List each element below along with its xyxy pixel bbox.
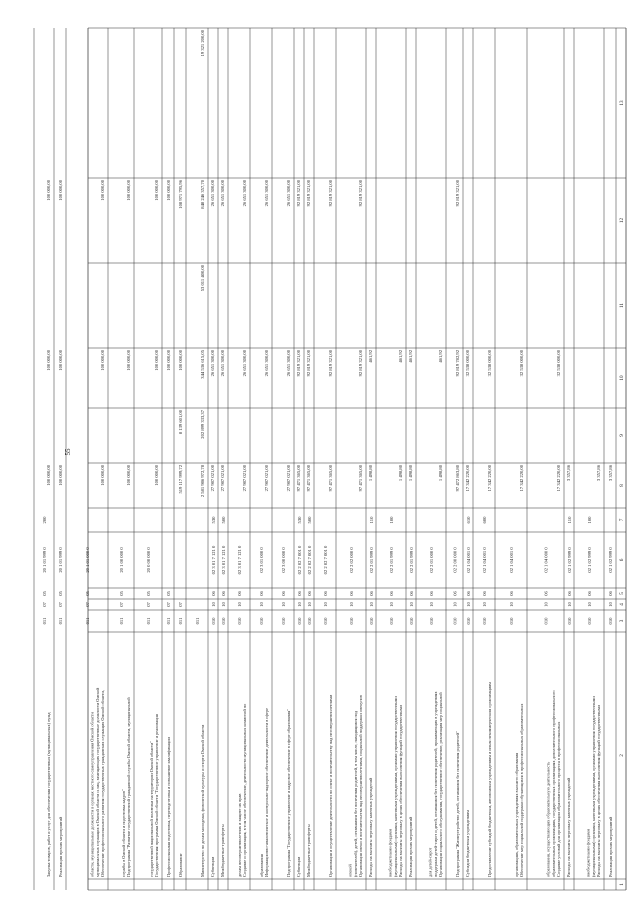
- row-description: Закупка товаров, работ и услуг для обеспечения государственных (муниципальных) нужд: [46, 712, 51, 877]
- cell-c6: 20 1 01 000 0: [84, 547, 90, 573]
- cell-c6: 02 1 02 999 0: [586, 547, 592, 573]
- cell-c12: 100 000,00: [154, 180, 159, 201]
- row-description: Подпрограмма "Развитие государственной гражданской службы Омской области, муниципальной: [126, 697, 131, 877]
- cell-c12: 92 819 321,00: [296, 180, 301, 207]
- row-description: (муниципальными) органами, казенными учреждениями, органами управления государственными: [590, 696, 596, 877]
- cell-c10: 32 538 000,00: [487, 350, 492, 377]
- cell-c6: 02 2 01 999 0: [388, 547, 394, 573]
- column-number-11: 11: [619, 303, 625, 308]
- cell-c5: 05: [145, 591, 151, 596]
- cell-c12: 26 651 300,00: [264, 180, 269, 207]
- cell-c7: 500: [306, 516, 312, 524]
- table-row: [210, 179, 216, 877]
- cell-c8: 1 498,80: [368, 465, 373, 482]
- cell-c5: 06: [607, 591, 613, 596]
- table-body: [42, 29, 614, 877]
- row-description: Обеспечение профессионального развития государственных гражданских служащих Омской области,: [100, 690, 105, 877]
- cell-c6: 02 3 00 000 0: [280, 547, 286, 573]
- row-description: Реализация прочих мероприятий: [58, 816, 63, 877]
- cell-c6: 02 2 01 999 0: [368, 547, 374, 573]
- cell-c4: 10: [452, 602, 458, 607]
- row-description: государственной национальной политики на территории Омской области": [148, 741, 154, 877]
- cell-c8: 100 000,00: [100, 465, 105, 486]
- cell-c6: 20 1 01 999 0: [57, 547, 63, 573]
- cell-c3: 010: [452, 617, 458, 625]
- cell-c5: 06: [258, 591, 264, 596]
- cell-c7: 100: [586, 516, 592, 524]
- row-description: Субвенции: [210, 856, 215, 877]
- cell-c8: 17 342 220,00: [519, 465, 524, 492]
- table-row: [388, 349, 404, 877]
- row-description: для детей-сирот: [427, 847, 433, 877]
- cell-c5: 05: [165, 591, 171, 596]
- cell-c4: 07: [84, 602, 90, 607]
- cell-c5: 06: [210, 591, 216, 596]
- cell-c8: 27 987 021,00: [242, 465, 247, 492]
- cell-c8: 97 471 365,00: [358, 465, 363, 492]
- cell-c8: 27 987 021,00: [210, 465, 215, 492]
- cell-c8: 2 581 986 972,78: [200, 465, 205, 498]
- cell-c11: 53 011 400,00: [200, 265, 205, 292]
- cell-c8: 97 471 365,00: [328, 465, 333, 492]
- cell-c6: 20 0 00 000 0: [145, 547, 151, 573]
- cell-c4: 10: [388, 602, 394, 607]
- cell-c3: 010: [586, 617, 592, 625]
- cell-c8: 3 357,86: [566, 465, 571, 482]
- row-description: Создание и организация, в том числе обеспечение, деятельности муниципальных комиссий по: [242, 703, 247, 877]
- cell-c8: 3 357,86: [596, 465, 601, 482]
- row-description: Реализация прочих мероприятий: [408, 816, 413, 877]
- cell-c6: 02 2 02 7 001 0: [322, 545, 328, 575]
- table-row: [281, 179, 292, 877]
- cell-c5: 06: [428, 591, 434, 596]
- cell-c4: 07: [57, 602, 63, 607]
- column-number-6: 6: [619, 558, 625, 562]
- row-description: Министерство по делам молодежи, физической культуры и спорта Омской области: [200, 724, 205, 877]
- cell-c12: 26 651 300,00: [220, 180, 225, 207]
- table-row: [119, 179, 132, 877]
- cell-c8: 97 471 365,00: [296, 465, 301, 492]
- cell-c3: 011: [177, 617, 183, 625]
- cell-c10: 344 536 615,05: [200, 350, 205, 379]
- cell-c10: 26 651 300,00: [210, 350, 215, 377]
- cell-c8: 1 498,80: [408, 465, 413, 482]
- cell-c4: 07: [41, 602, 47, 607]
- cell-c8: 519 117 999,72: [178, 465, 183, 494]
- cell-c4: 10: [428, 602, 434, 607]
- cell-c4: 10: [306, 602, 312, 607]
- cell-c6: 02 3 01 7 121 0: [220, 545, 226, 575]
- cell-c3: 010: [428, 617, 434, 625]
- column-number-3: 3: [619, 619, 625, 623]
- cell-c10: 100 000,00: [126, 350, 131, 371]
- column-number-2: 2: [619, 754, 625, 757]
- cell-c4: 07: [177, 602, 183, 607]
- row-description: образования, осуществляющих образовательную деятельность: [545, 761, 551, 877]
- row-description: организациях, образовательных учреждениях высшего образования: [513, 752, 519, 877]
- cell-c10: 26 651 300,00: [264, 350, 269, 377]
- cell-c3: 010: [368, 617, 374, 625]
- cell-c5: 05: [84, 591, 90, 596]
- row-description: образования: [258, 854, 264, 877]
- table-row: [408, 349, 414, 877]
- cell-c7: 530: [210, 516, 216, 524]
- cell-c8: 27 987 021,00: [220, 465, 225, 492]
- cell-c8: 97 471 365,00: [306, 465, 311, 492]
- table-row: [465, 349, 471, 877]
- cell-c10: 100 000,00: [178, 350, 183, 371]
- cell-c10: 26 651 300,00: [242, 350, 247, 377]
- cell-c7: 110: [368, 516, 374, 524]
- cell-c12: 100 000,00: [100, 180, 105, 201]
- cell-c5: 06: [322, 591, 328, 596]
- table-row: [259, 179, 270, 877]
- table-row: [178, 179, 184, 877]
- cell-c6: 02 1 04 000 0: [543, 547, 549, 573]
- cell-c8: 27 987 021,00: [264, 465, 269, 492]
- cell-c8: 1 498,80: [438, 465, 443, 482]
- column-number-1: 1: [619, 883, 625, 886]
- cell-c10: 32 538 000,00: [519, 350, 524, 377]
- table-row: [58, 179, 64, 877]
- cell-c6: 20 1 00 000 0: [118, 547, 124, 573]
- cell-c12: 100 000,00: [126, 180, 131, 201]
- cell-c3: 011: [57, 617, 63, 625]
- cell-c4: 10: [236, 602, 242, 607]
- table-row: [166, 179, 172, 877]
- row-description: (муниципальными) органами, казенными учреждениями, органами управления государственными: [392, 696, 398, 877]
- cell-c4: 10: [220, 602, 226, 607]
- cell-c10: 461,92: [398, 350, 403, 363]
- row-description: Государственная программа Омской области "Государственное управление и реализация: [154, 714, 159, 877]
- cell-c8: 97 472 863,80: [455, 465, 460, 492]
- table-row: [368, 349, 374, 877]
- row-description: Межбюджетные трансферты: [306, 824, 311, 877]
- cell-c10: 92 819 321,00: [328, 350, 333, 377]
- row-description: Расходы на выплаты персоналу в целях обеспечения выполнения функций государственными: [398, 705, 403, 877]
- cell-c6: 02 1 02 999 0: [607, 547, 613, 573]
- cell-c5: 05: [118, 591, 124, 596]
- table-row: [296, 179, 302, 877]
- cell-c6: 02 2 02 000 0: [348, 547, 354, 573]
- cell-c8: 17 342 220,00: [487, 465, 492, 492]
- page-number: 55: [64, 448, 72, 456]
- cell-c12: 100 000,00: [46, 180, 51, 201]
- cell-c3: 010: [543, 617, 549, 625]
- cell-c5: 06: [368, 591, 374, 596]
- cell-c8: 100 000,00: [46, 465, 51, 486]
- cell-c5: 06: [220, 591, 226, 596]
- column-header-row: [619, 100, 625, 886]
- cell-c3: 011: [41, 617, 47, 625]
- cell-c5: 06: [465, 591, 471, 596]
- cell-c7: 600: [481, 516, 487, 524]
- cell-c12: 92 819 321,00: [306, 180, 311, 207]
- cell-c3: 010: [220, 617, 226, 625]
- cell-c12: 92 819 321,00: [358, 180, 363, 207]
- cell-c12: 92 819 321,00: [328, 180, 333, 207]
- column-number-10: 10: [619, 375, 625, 381]
- cell-c12: 26 651 300,00: [210, 180, 215, 207]
- cell-c4: 10: [322, 602, 328, 607]
- cell-c4: 10: [607, 602, 613, 607]
- cell-c7: 200: [41, 516, 47, 524]
- row-description: Расходы на выплаты персоналу в целях обеспечения выполнения функций государственными: [596, 705, 601, 877]
- cell-c4: 07: [165, 602, 171, 607]
- cell-c5: 06: [306, 591, 312, 596]
- table-row: [195, 29, 206, 877]
- cell-c6: 02 1 04 001 0: [508, 547, 514, 573]
- cell-c6: 02 2 01 000 0: [428, 547, 434, 573]
- cell-c4: 10: [586, 602, 592, 607]
- cell-c10: 26 651 300,00: [220, 350, 225, 377]
- table-row: [482, 349, 493, 877]
- row-description: службы в Омской области и подготовка кадров": [120, 789, 126, 877]
- cell-c8: 17 342 220,00: [465, 465, 470, 492]
- row-description: поддержки детей-сирот и детей, оставшихся без попечения родителей, проживающих в учреждениях: [432, 691, 438, 877]
- row-description: делам несовершеннолетних и защите их прав: [236, 793, 242, 877]
- cell-c5: 06: [348, 591, 354, 596]
- cell-c6: 02 2 00 000 0: [452, 547, 458, 573]
- cell-c10: 461,92: [368, 350, 373, 363]
- row-description: внебюджетными фондами: [585, 829, 591, 877]
- table-row: [306, 179, 312, 877]
- row-description: Субсидии бюджетным учреждениям: [465, 810, 470, 877]
- cell-c7: 100: [388, 516, 394, 524]
- cell-c6: 02 3 01 7 121 0: [236, 545, 242, 575]
- cell-c3: 010: [258, 617, 264, 625]
- cell-c5: 06: [408, 591, 414, 596]
- cell-c8: 100 000,00: [58, 465, 63, 486]
- row-description: Межбюджетные трансферты: [220, 824, 225, 877]
- table-row: [509, 349, 525, 877]
- column-number-4: 4: [619, 603, 625, 606]
- table-row: [42, 179, 52, 877]
- cell-c6: 02 1 02 999 0: [566, 547, 572, 573]
- cell-c4: 10: [481, 602, 487, 607]
- cell-c8: 3 357,86: [608, 465, 613, 482]
- cell-c12: 26 651 300,00: [286, 180, 291, 207]
- cell-c8: 1 498,80: [398, 465, 403, 482]
- row-description: Информационно-аналитическое и контрольно-надзорное обеспечение деятельности в сфере: [264, 707, 269, 877]
- row-description: Организация и осуществление деятельности по опеке и попечительству над несовершеннолетними: [328, 694, 333, 877]
- cell-c8: 27 987 021,00: [286, 465, 291, 492]
- cell-c4: 10: [258, 602, 264, 607]
- cell-c5: 06: [586, 591, 592, 596]
- cell-c6: 02 1 04 001 0: [481, 547, 487, 573]
- cell-c12: 100 000,00: [166, 180, 171, 201]
- cell-c10: 32 538 000,00: [556, 350, 561, 377]
- cell-c12: 100 000,00: [58, 180, 63, 201]
- row-description: области, муниципальные должности в органах местного самоуправления Омской области: [89, 712, 95, 877]
- cell-c3: 010: [408, 617, 414, 625]
- row-description: Подпрограмма "Государственное управление и кадровое обеспечение в сфере образования": [286, 708, 291, 877]
- cell-c4: 07: [118, 602, 124, 607]
- cell-c10: 100 000,00: [100, 350, 105, 371]
- cell-c8: 100 000,00: [126, 465, 131, 486]
- cell-c5: 06: [236, 591, 242, 596]
- cell-c7: 500: [220, 516, 226, 524]
- cell-c10: 100 000,00: [46, 350, 51, 371]
- cell-c6: 02 2 02 7 001 0: [296, 545, 302, 575]
- column-number-7: 7: [619, 518, 625, 522]
- cell-c10: 100 000,00: [154, 350, 159, 371]
- cell-c6: 02 1 04 001 0: [465, 547, 471, 573]
- row-description: Подпрограмма "Жизнеустройство детей, оставшихся без попечения родителей": [455, 730, 460, 877]
- cell-c10: 92 819 321,00: [358, 350, 363, 377]
- cell-c13: 19 321 200,00: [200, 30, 205, 57]
- cell-c3: 011: [118, 617, 124, 625]
- row-description: внебюджетными фондами: [387, 829, 393, 877]
- cell-c10: 92 819 321,00: [296, 350, 301, 377]
- cell-c3: 010: [481, 617, 487, 625]
- cell-c3: 010: [296, 617, 302, 625]
- cell-c10: 461,92: [408, 350, 413, 363]
- cell-c4: 07: [145, 602, 151, 607]
- table-row: [566, 464, 572, 877]
- row-description: Расходы на выплаты персоналу казенных учреждений: [368, 777, 373, 877]
- row-description: Обеспечение мер социальной поддержки обучающихся в профессиональных образовательных: [519, 703, 524, 877]
- cell-c6: 02 2 02 7 001 0: [306, 545, 312, 575]
- cell-c4: 10: [508, 602, 514, 607]
- cell-c9: 202 899 333,37: [200, 410, 205, 439]
- column-number-9: 9: [619, 434, 625, 437]
- cell-c10: 32 538 000,00: [465, 350, 470, 377]
- cell-c10: 92 819 782,92: [455, 350, 460, 377]
- cell-c12: 26 651 300,00: [242, 180, 247, 207]
- row-description: Организация социального обслуживания, государственное обеспечение, реализация мер социальной: [438, 692, 443, 877]
- row-description: муниципальных служащих в Омской области и лиц, замещающих государственные должности Омской: [94, 687, 100, 877]
- table-row: [452, 179, 461, 877]
- cell-c12: 108 971 795,96: [178, 180, 183, 209]
- cell-c6: 20 1 01 999 0: [41, 547, 47, 573]
- cell-c3: 011: [84, 617, 90, 625]
- table-row: [586, 464, 602, 877]
- cell-c4: 10: [296, 602, 302, 607]
- cell-c8: 17 342 220,00: [556, 465, 561, 492]
- cell-c6: 02 3 01 7 121 0: [210, 545, 216, 575]
- cell-c3: 010: [306, 617, 312, 625]
- cell-c5: 06: [566, 591, 572, 596]
- table-row: [323, 179, 334, 877]
- cell-c7: 530: [296, 516, 302, 524]
- cell-c10: 100 000,00: [166, 350, 171, 371]
- row-description: (попечителей), детей, оставшихся без попечения родителей, в том числе, находящихся под: [352, 711, 358, 877]
- cell-c3: 011: [145, 617, 151, 625]
- table-row: [428, 349, 444, 877]
- row-description: Организация опеки и попечительства над несовершеннолетними, социальной поддержки опекунов: [358, 695, 363, 877]
- cell-c5: 06: [280, 591, 286, 596]
- table-row: [608, 464, 614, 877]
- cell-c5: 05: [41, 591, 47, 596]
- cell-c10: 461,92: [438, 350, 443, 363]
- cell-c5: 06: [543, 591, 549, 596]
- cell-c10: 100 000,00: [58, 350, 63, 371]
- cell-c3: 010: [280, 617, 286, 625]
- cell-c3: 010: [388, 617, 394, 625]
- row-description: Предоставление субсидий бюджетным, автономным учреждениям и иным некоммерческим организациям: [487, 682, 492, 877]
- cell-c3: 010: [465, 617, 471, 625]
- column-number-8: 8: [619, 484, 625, 487]
- table-row: [237, 179, 248, 877]
- column-number-5: 5: [619, 592, 625, 595]
- cell-c3: 010: [348, 617, 354, 625]
- cell-c6: 02 2 01 999 0: [408, 547, 414, 573]
- cell-c5: 06: [452, 591, 458, 596]
- cell-c3: 010: [210, 617, 216, 625]
- row-description: Расходы на выплаты персоналу казенных учреждений: [566, 777, 571, 877]
- cell-c4: 10: [543, 602, 549, 607]
- table-row: [543, 349, 562, 877]
- cell-c7: 110: [566, 516, 572, 524]
- cell-c12: 848 246 357,70: [200, 180, 205, 209]
- table-row: [348, 179, 364, 877]
- cell-c5: 06: [388, 591, 394, 596]
- cell-c10: 92 819 321,00: [306, 350, 311, 377]
- cell-c4: 10: [566, 602, 572, 607]
- cell-c4: 10: [280, 602, 286, 607]
- column-number-12: 12: [619, 217, 625, 224]
- cell-c12: 92 819 321,00: [455, 180, 460, 207]
- cell-c4: 10: [348, 602, 354, 607]
- cell-c3: 010: [322, 617, 328, 625]
- cell-c5: 06: [508, 591, 514, 596]
- cell-c3: 011: [194, 617, 200, 625]
- cell-c3: 010: [566, 617, 572, 625]
- cell-c3: 011: [165, 617, 171, 625]
- cell-c3: 010: [607, 617, 613, 625]
- row-description: Создание условий для организации образовательного процесса в профессиональных: [556, 721, 561, 877]
- row-description: Субвенции: [296, 856, 301, 877]
- cell-c4: 10: [368, 602, 374, 607]
- row-description: Реализация прочих мероприятий: [608, 816, 613, 877]
- cell-c10: 26 651 300,00: [286, 350, 291, 377]
- table-row: [146, 179, 160, 877]
- cell-c4: 10: [465, 602, 471, 607]
- cell-c4: 10: [408, 602, 414, 607]
- cell-c6: 02 3 01 000 0: [258, 547, 264, 573]
- cell-c7: 610: [465, 516, 471, 524]
- cell-c5: 06: [481, 591, 487, 596]
- row-description: образовательных организациях, государственных организациях дополнительного профессионального: [550, 690, 556, 877]
- cell-c4: 10: [210, 602, 216, 607]
- cell-c5: 06: [296, 591, 302, 596]
- cell-c9: 8 139 601,00: [178, 410, 183, 435]
- cell-c8: 100 000,00: [154, 465, 159, 486]
- cell-c3: 010: [236, 617, 242, 625]
- row-description: Профессиональная подготовка, переподготовка и повышение квалификации: [166, 737, 171, 877]
- column-number-13: 13: [619, 100, 625, 106]
- table-row: [220, 179, 226, 877]
- row-description: опекой: [347, 864, 353, 877]
- row-description: Образование: [178, 853, 183, 877]
- cell-c3: 010: [508, 617, 514, 625]
- cell-c5: 05: [57, 591, 63, 596]
